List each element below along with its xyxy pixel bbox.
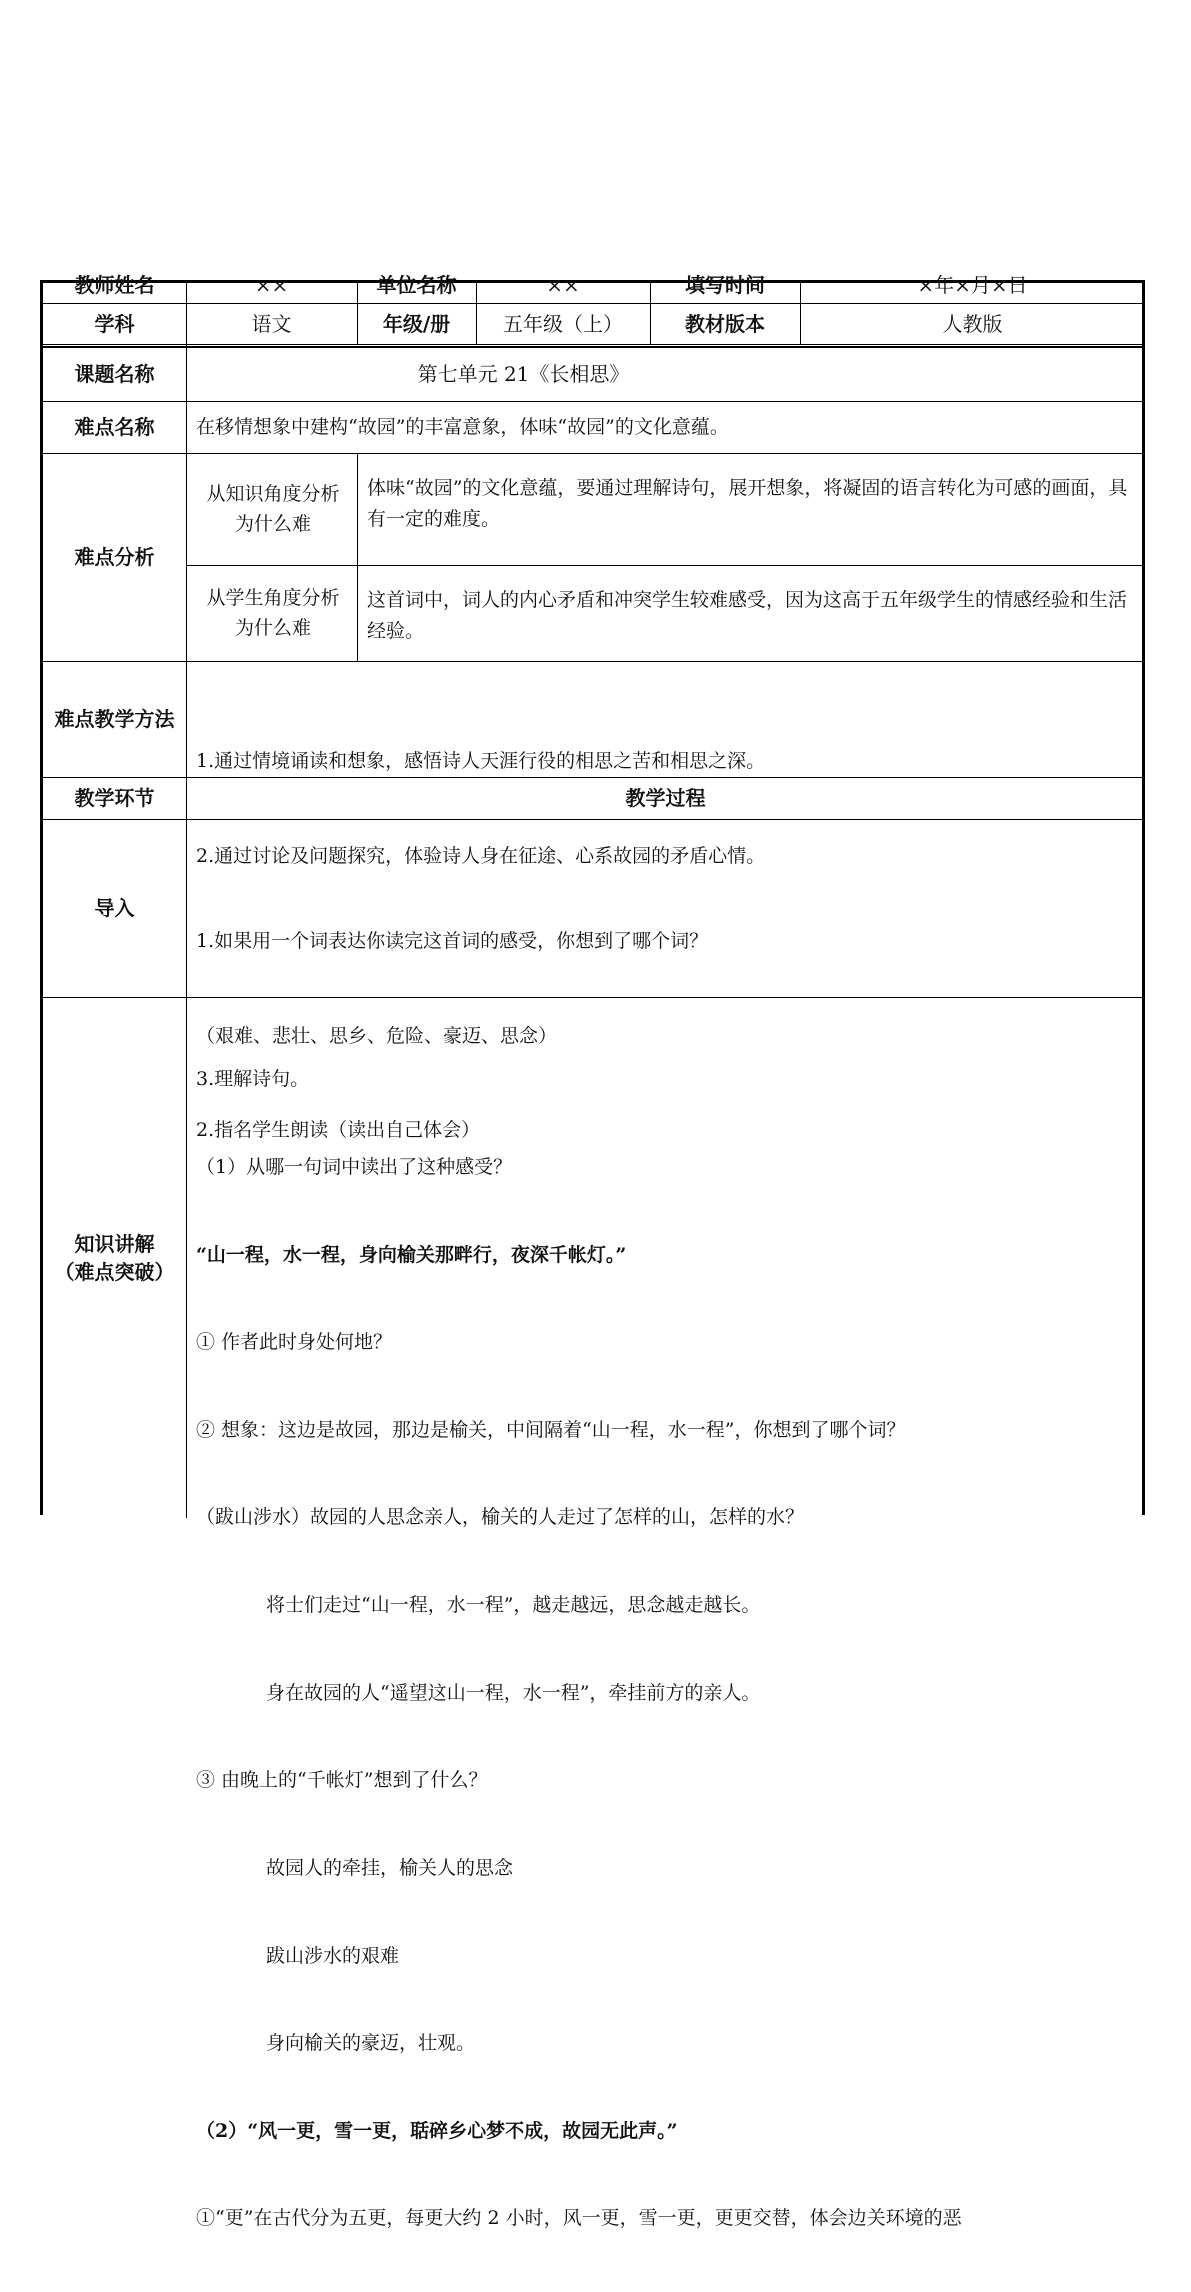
student-angle-value: 这首词中，词人的内心矛盾和冲突学生较难感受，因为这高于五年级学生的情感经验和生活经验。: [367, 589, 1128, 642]
row-divider: [43, 661, 1142, 662]
knowledge-label-line1: 知识讲解: [74, 1231, 155, 1256]
knowledge-line: 身在故园的人“遥望这山一程，水一程”，牵挂前方的亲人。: [266, 1681, 761, 1704]
intro-label: 导入: [94, 896, 135, 920]
knowledge-line: 身向榆关的豪迈，壮观。: [266, 2032, 476, 2055]
knowledge-line: 将士们走过“山一程，水一程”，越走越远，思念越走越长。: [266, 1594, 761, 1617]
knowledge-line: （跋山涉水）故园的人思念亲人，榆关的人走过了怎样的山，怎样的水？: [196, 1506, 805, 1529]
topic-value: 第七单元 21《长相思》: [417, 361, 630, 386]
topic-label: 课题名称: [74, 361, 155, 386]
subject-value: 语文: [251, 312, 292, 336]
knowledge-line: 故园人的牵挂，榆关人的思念: [266, 1856, 514, 1879]
intro-line: （艰难、悲壮、思乡、危险、豪迈、思念）: [196, 1024, 558, 1047]
method-line: 1.通过情境诵读和想象，感悟诗人天涯行役的相思之苦和相思之深。: [196, 750, 766, 772]
knowledge-line: 3.理解诗句。: [196, 1068, 310, 1091]
difficulty-value: 在移情想象中建构“故园”的丰富意象，体味“故园”的文化意蕴。: [196, 415, 729, 438]
knowledge-line: 跋山涉水的艰难: [266, 1944, 400, 1967]
knowledge-line: ② 想象：这边是故园，那边是榆关，中间隔着“山一程，水一程”，你想到了哪个词？: [196, 1418, 906, 1441]
edition-value: 人教版: [942, 312, 1003, 336]
method-line: 2.通过讨论及问题探究，体验诗人身在征途、心系故园的矛盾心情。: [196, 844, 766, 867]
lesson-plan-table: [40, 273, 1145, 2230]
col-divider: [357, 453, 358, 661]
knowledge-line: ①“更”在古代分为五更，每更大约 2 小时，风一更，雪一更，更更交替，体会边关环境的恶: [196, 2207, 962, 2230]
fill-date-label: 填写时间: [685, 273, 765, 297]
knowledge-line: ① 作者此时身处何地？: [196, 1331, 393, 1354]
knowledge-angle-value: 体味“故园”的文化意蕴，要通过理解诗句，展开想象，将凝固的语言转化为可感的画面，具有一定的难度。: [367, 477, 1128, 530]
unit-name-label: 单位名称: [376, 273, 457, 297]
intro-line: 2.指名学生朗读（读出自己体会）: [196, 1119, 481, 1141]
knowledge-angle-label: 从知识角度分析为什么难: [206, 483, 340, 535]
knowledge-line: “山一程，水一程，身向榆关那畔行，夜深千帐灯。”: [196, 1243, 627, 1266]
difficulty-label: 难点名称: [74, 415, 155, 439]
grade-label: 年级/册: [382, 312, 451, 336]
teacher-name-value: ××: [254, 273, 289, 297]
knowledge-label-line2: （难点突破）: [54, 1259, 175, 1284]
edition-label: 教材版本: [685, 312, 765, 336]
intro-line: 1.如果用一个词表达你读完这首词的感受，你想到了哪个词？: [196, 930, 709, 952]
fill-date-value: ×年×月×日: [917, 273, 1028, 297]
knowledge-line: （1）从哪一句词中读出了这种感受？: [196, 1156, 513, 1179]
stage-header: 教学环节: [74, 786, 155, 810]
teacher-name-label: 教师姓名: [74, 273, 155, 297]
knowledge-content: [196, 1007, 1141, 2292]
knowledge-label: [43, 997, 186, 1518]
unit-name-value: ××: [546, 273, 580, 297]
subject-label: 学科: [94, 312, 135, 336]
grade-value: 五年级（上）: [503, 312, 623, 336]
knowledge-line: （2）“风一更，雪一更，聒碎乡心梦不成，故园无此声。”: [196, 2119, 678, 2142]
col-divider: [186, 283, 187, 1518]
process-header: 教学过程: [625, 786, 706, 810]
analysis-label: 难点分析: [74, 545, 155, 569]
student-angle-label: 从学生角度分析为什么难: [206, 587, 340, 639]
method-label: 难点教学方法: [54, 707, 175, 731]
knowledge-line: ③ 由晚上的“千帐灯”想到了什么？: [196, 1769, 488, 1792]
